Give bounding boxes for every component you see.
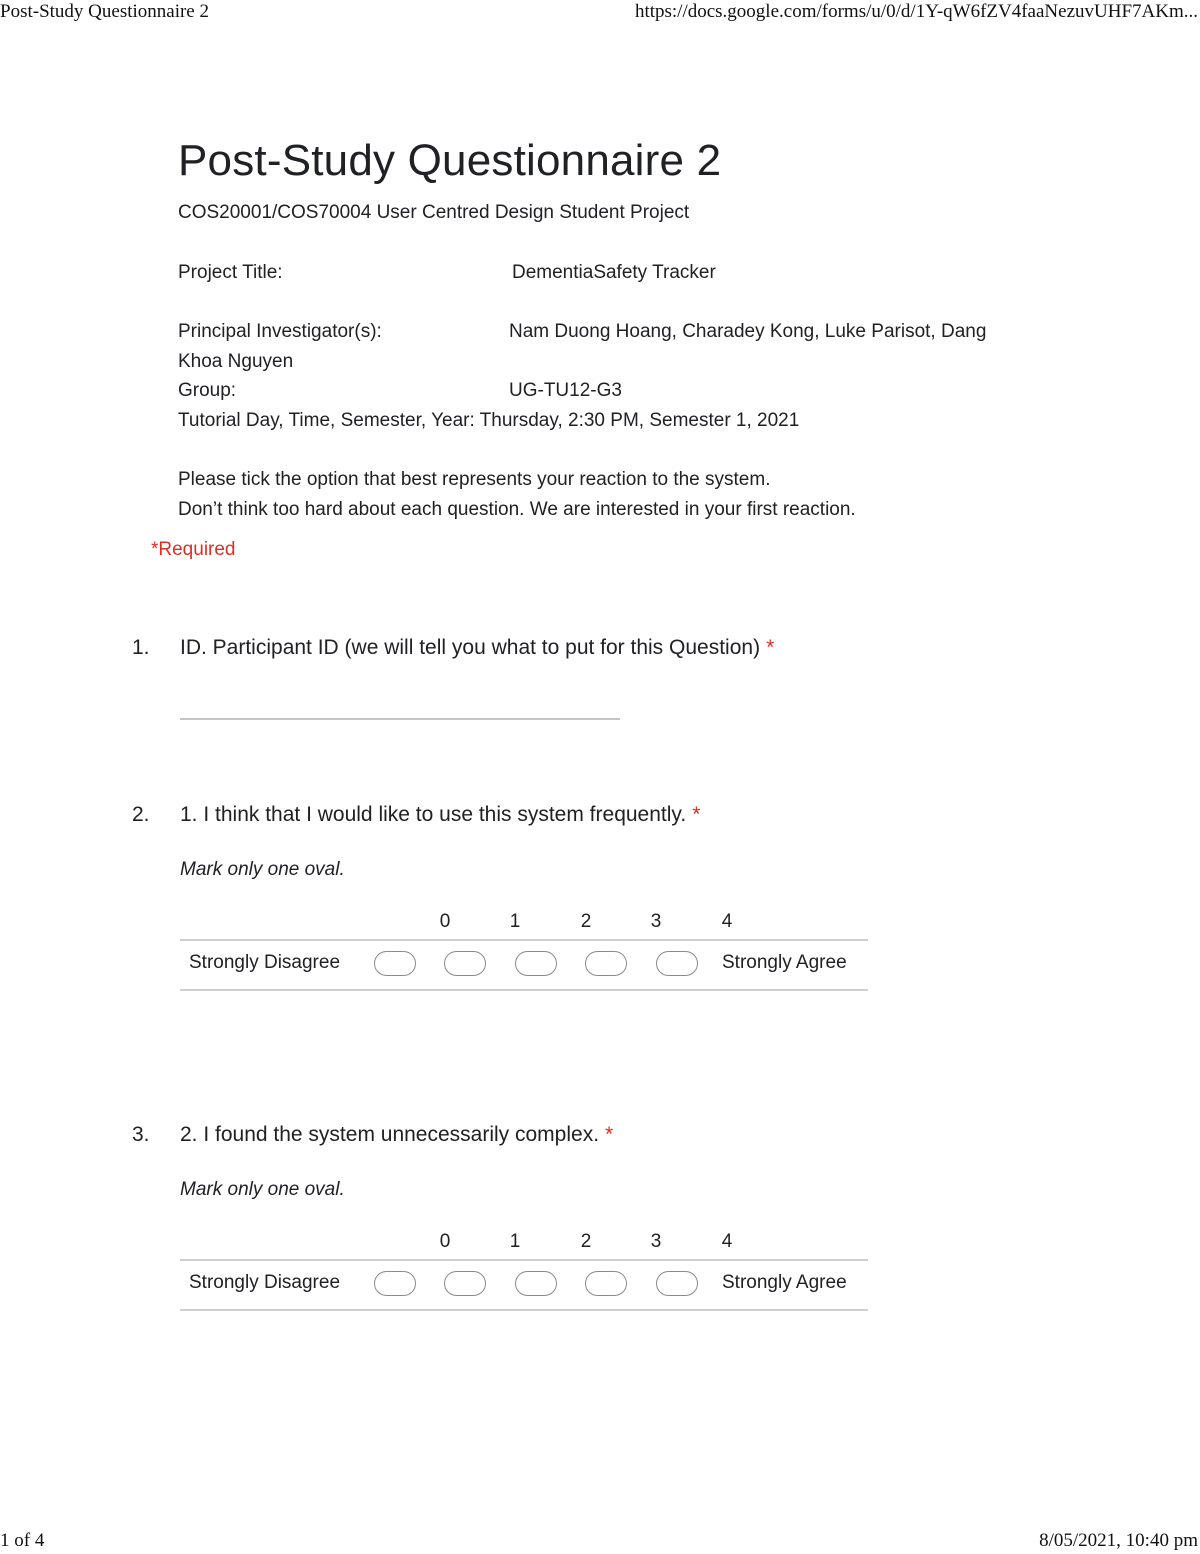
scale-option-3-oval[interactable] xyxy=(585,951,627,976)
tutorial-details: Tutorial Day, Time, Semester, Year: Thursday, 2:30 PM, Semester 1, 2021 xyxy=(178,409,800,431)
scale-number-0: 0 xyxy=(439,911,451,932)
question-title: 2. I found the system unnecessarily complex. * xyxy=(180,1123,614,1146)
page-number: 1 of 4 xyxy=(0,1530,45,1551)
question-use-frequently xyxy=(132,803,1032,1033)
scale-high-label: Strongly Agree xyxy=(722,1272,847,1293)
print-header-title: Post-Study Questionnaire 2 xyxy=(0,1,209,22)
instruction-line-2: Don’t think too hard about each question. We are interested in your first reaction. xyxy=(178,498,856,520)
required-asterisk: * xyxy=(766,636,775,659)
scale-number-1: 1 xyxy=(509,911,521,932)
project-title-row xyxy=(178,258,1058,288)
scale-number-0: 0 xyxy=(439,1231,451,1252)
scale-number-1: 1 xyxy=(509,1231,521,1252)
print-datetime: 8/05/2021, 10:40 pm xyxy=(1039,1530,1198,1551)
question-hint: Mark only one oval. xyxy=(180,859,345,880)
scale-option-0-oval[interactable] xyxy=(374,1271,416,1296)
principal-investigators-row xyxy=(178,317,1058,347)
scale-option-4-oval[interactable] xyxy=(656,951,698,976)
form-description xyxy=(178,198,1058,524)
scale-number-4: 4 xyxy=(721,1231,733,1252)
project-title-value: DementiaSafety Tracker xyxy=(512,261,716,283)
scale-row xyxy=(180,1259,868,1311)
linear-scale xyxy=(180,1231,868,1341)
required-note: *Required xyxy=(151,539,236,560)
required-asterisk: * xyxy=(605,1123,614,1146)
principal-investigators-label: Principal Investigator(s): xyxy=(178,321,382,342)
question-participant-id xyxy=(132,636,1032,736)
scale-option-4-oval[interactable] xyxy=(656,1271,698,1296)
question-unnecessarily-complex xyxy=(132,1123,1032,1353)
instruction-line-1: Please tick the option that best represents your reaction to the system. xyxy=(178,469,771,490)
scale-high-label: Strongly Agree xyxy=(722,952,847,973)
scale-option-1-oval[interactable] xyxy=(444,951,486,976)
print-header xyxy=(0,1,1200,25)
project-title-label: Project Title: xyxy=(178,261,283,283)
scale-option-3-oval[interactable] xyxy=(585,1271,627,1296)
form-subtitle: COS20001/COS70004 User Centred Design Student Project xyxy=(178,202,690,223)
group-label: Group: xyxy=(178,380,237,401)
question-number: 3. xyxy=(132,1123,150,1146)
question-title: 1. I think that I would like to use this system frequently. * xyxy=(180,803,701,826)
linear-scale xyxy=(180,911,868,1021)
form-title: Post-Study Questionnaire 2 xyxy=(178,136,722,185)
scale-option-2-oval[interactable] xyxy=(515,1271,557,1296)
scale-number-3: 3 xyxy=(650,911,662,932)
scale-low-label: Strongly Disagree xyxy=(189,952,341,973)
question-title: ID. Participant ID (we will tell you what to put for this Question) * xyxy=(180,636,775,659)
scale-row xyxy=(180,939,868,991)
print-header-url: https://docs.google.com/forms/u/0/d/1Y-qW6fZV4faaNezuvUHF7AKm... xyxy=(634,1,1198,22)
scale-option-0-oval[interactable] xyxy=(374,951,416,976)
scale-option-2-oval[interactable] xyxy=(515,951,557,976)
group-value: UG-TU12-G3 xyxy=(509,380,622,401)
question-number: 2. xyxy=(132,803,150,826)
question-hint: Mark only one oval. xyxy=(180,1179,345,1200)
scale-number-3: 3 xyxy=(650,1231,662,1252)
principal-investigators-value: Nam Duong Hoang, Charadey Kong, Luke Parisot, Dang xyxy=(509,321,987,342)
participant-id-input[interactable] xyxy=(180,718,620,720)
question-number: 1. xyxy=(132,636,150,659)
principal-investigators-continued: Khoa Nguyen xyxy=(178,350,294,372)
required-asterisk: * xyxy=(692,803,701,826)
scale-number-2: 2 xyxy=(580,911,592,932)
scale-number-2: 2 xyxy=(580,1231,592,1252)
group-row xyxy=(178,376,1058,406)
scale-option-1-oval[interactable] xyxy=(444,1271,486,1296)
scale-low-label: Strongly Disagree xyxy=(189,1272,341,1293)
scale-number-4: 4 xyxy=(721,911,733,932)
print-footer xyxy=(0,1530,1200,1554)
